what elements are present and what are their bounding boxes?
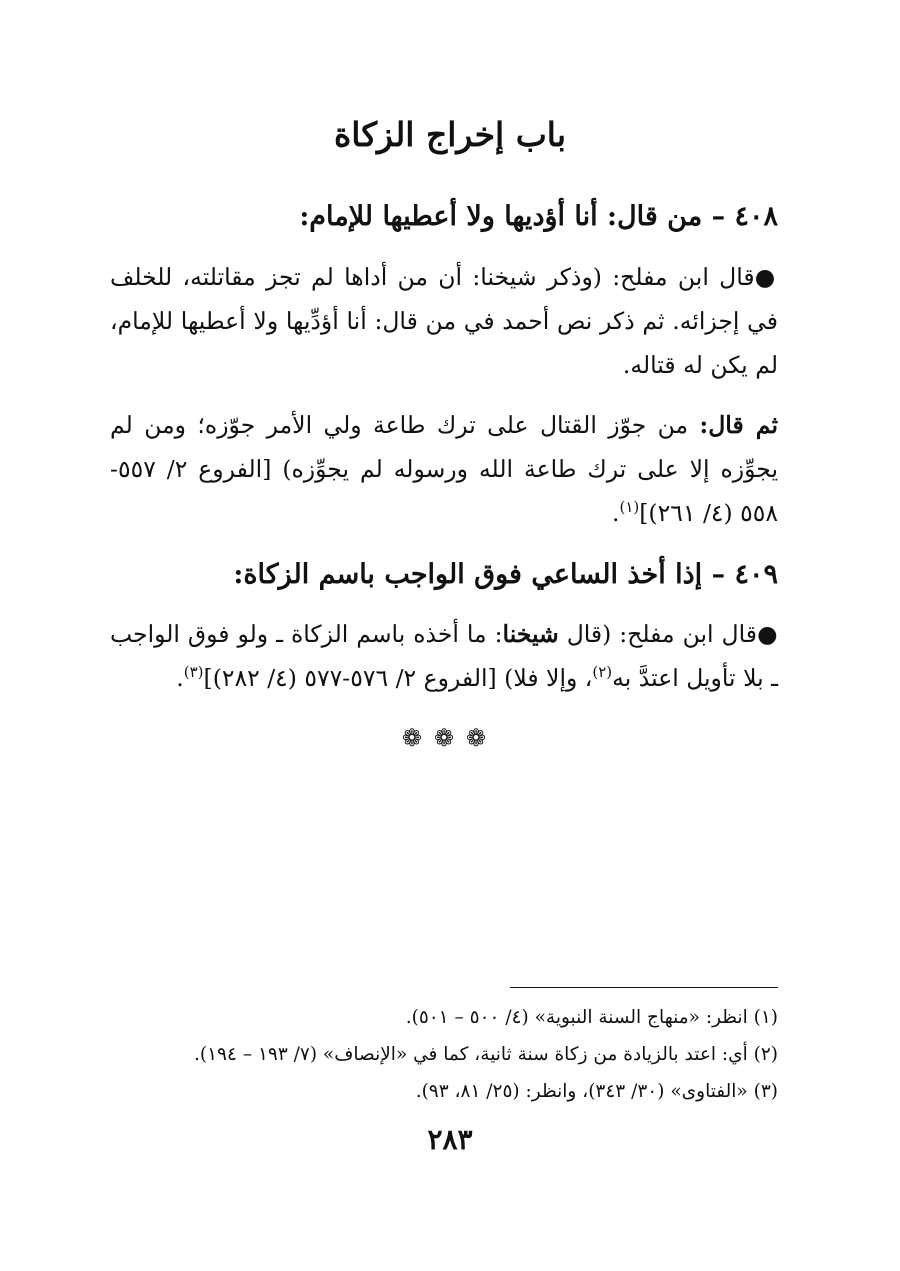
paragraph-end: . — [176, 664, 184, 692]
paragraph-text: : ما أخذه باسم الزكاة ـ ولو فوق الواجب ـ بلا تأويل اعتدَّ به — [110, 620, 778, 692]
bullet-icon: ● — [757, 620, 778, 648]
section-408-paragraph-2 — [110, 403, 778, 535]
footnote-2: (٢) أي: اعتد بالزيادة من زكاة سنة ثانية، كما في «الإنصاف» (٧/ ١٩٣ – ١٩٤). — [194, 1044, 778, 1065]
paragraph-bold-name: شيخنا — [502, 620, 559, 648]
section-heading-409: ٤٠٩ – إذا أخذ الساعي فوق الواجب باسم الزكاة: — [233, 559, 778, 590]
footnote-ref-2: (٢) — [592, 663, 613, 682]
footnote-3: (٣) «الفتاوى» (٣٠/ ٣٤٣)، وانظر: (٢٥/ ٨١، ٩٣). — [415, 1081, 778, 1102]
section-409-paragraph-1 — [110, 612, 778, 700]
chapter-title: باب إخراج الزكاة — [333, 115, 566, 154]
paragraph-text: قال ابن مفلح: (قال — [558, 620, 757, 648]
footnote-ref-3: (٣) — [183, 663, 204, 682]
paragraph-end: . — [611, 499, 620, 527]
bullet-icon: ● — [754, 263, 778, 291]
ornament-separator-icon: ❁❁❁ — [401, 724, 499, 752]
page-number: ٢٨٣ — [427, 1123, 473, 1156]
paragraph-text: من جوّز القتال على ترك طاعة ولي الأمر جوّزه؛ ومن لم يجوِّزه إلا على ترك طاعة الله ورسوله لم يجوِّزه) [الفروع ٢/ ٥٥٧- ٥٥٨ (٤/ ٢٦١)] — [110, 411, 778, 527]
footnote-1: (١) انظر: «منهاج السنة النبوية» (٤/ ٥٠٠ – ٥٠١). — [405, 1007, 778, 1028]
paragraph-lead: ثم قال: — [699, 411, 778, 439]
paragraph-text: قال ابن مفلح: (وذكر شيخنا: أن من أداها لم تجز مقاتلته، للخلف في إجزائه. ثم ذكر نص أحمد في من قال: أنا أؤدِّيها ولا أعطيها للإمام، لم يكن له قتاله. — [110, 263, 778, 379]
footnote-divider — [510, 987, 778, 988]
section-heading-408: ٤٠٨ – من قال: أنا أؤديها ولا أعطيها للإمام: — [299, 201, 778, 232]
footnote-ref-1: (١) — [619, 498, 640, 517]
section-408-paragraph-1 — [110, 255, 778, 387]
paragraph-text: ، وإلا فلا) [الفروع ٢/ ٥٧٦-٥٧٧ (٤/ ٢٨٢)] — [203, 664, 593, 692]
